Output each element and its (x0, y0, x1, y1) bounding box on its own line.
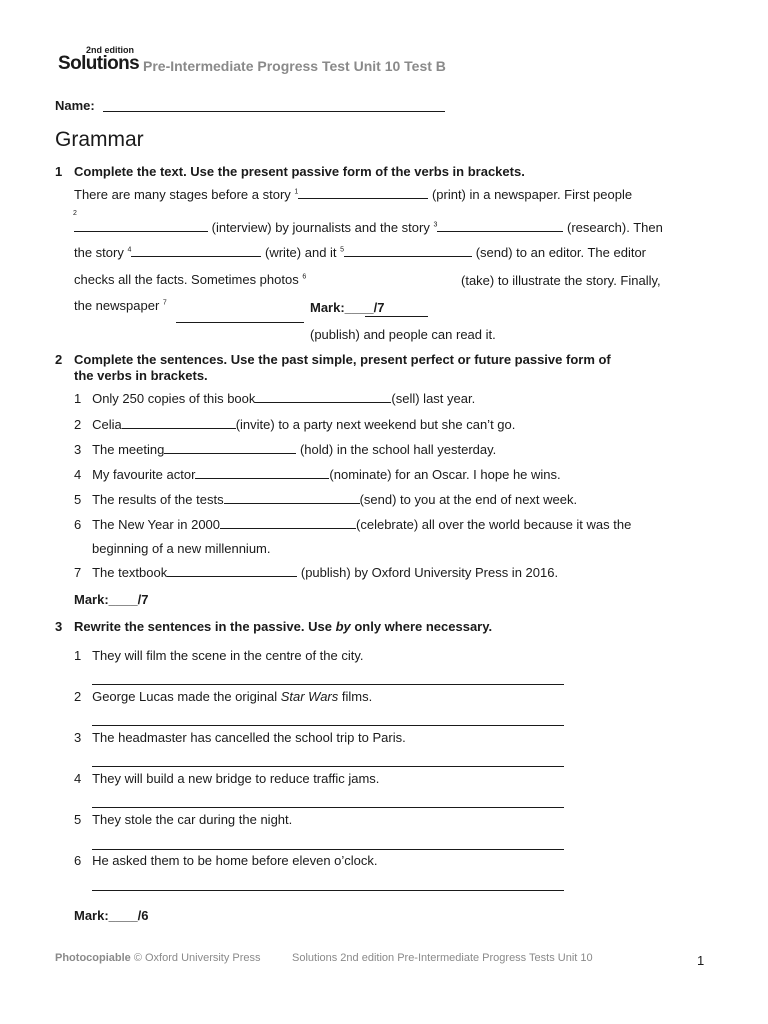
answer-blank[interactable] (74, 220, 208, 232)
exercise-number: 1 (55, 164, 63, 179)
list-item: 5 The results of the tests (send) to you at the end of next week. (74, 492, 578, 507)
name-label: Name: (55, 98, 95, 113)
answer-line[interactable] (92, 725, 564, 726)
list-item: 3 The headmaster has cancelled the school trip to Paris. (74, 730, 406, 745)
answer-blank[interactable] (195, 467, 329, 479)
page-header-title: Pre-Intermediate Progress Test Unit 10 Test B (143, 58, 446, 74)
list-item: 4 They will build a new bridge to reduce traffic jams. (74, 771, 380, 786)
list-item-continuation: beginning of a new millennium. (92, 541, 271, 556)
list-item: 3 The meeting (hold) in the school hall yesterday. (74, 442, 497, 457)
ex1-line: the newspaper $^7$ (74, 298, 167, 313)
answer-line[interactable] (92, 807, 564, 808)
answer-line[interactable] (92, 766, 564, 767)
ex1-line: (take) to illustrate the story. Finally, (461, 273, 661, 288)
answer-blank[interactable] (220, 517, 356, 529)
answer-blank[interactable] (176, 322, 304, 323)
answer-line[interactable] (92, 890, 564, 891)
footer-copyright: Photocopiable © Oxford University Press (55, 952, 261, 964)
answer-blank[interactable] (344, 245, 472, 257)
footer-series: Solutions 2nd edition Pre-Intermediate Progress Tests Unit 10 (292, 952, 593, 964)
answer-line[interactable] (92, 849, 564, 850)
list-item: 1 Only 250 copies of this book (sell) last year. (74, 391, 476, 406)
ex1-line: the story $^4$ (write) and it $^5$ (send) to an editor. The editor (74, 245, 647, 260)
footnote-marker: 2 (73, 210, 77, 217)
answer-blank[interactable] (131, 245, 261, 257)
list-item: 4 My favourite actor (nominate) for an Oscar. I hope he wins. (74, 467, 561, 482)
exercise-number: 3 (55, 619, 63, 634)
list-item: 5 They stole the car during the night. (74, 812, 293, 827)
answer-blank[interactable] (122, 417, 236, 429)
answer-blank[interactable] (437, 220, 563, 232)
list-item: 6 The New Year in 2000 (celebrate) all over the world because it was the (74, 517, 632, 532)
answer-blank[interactable] (365, 316, 428, 317)
list-item: 2 George Lucas made the original Star Wars films. (74, 689, 373, 704)
answer-blank[interactable] (167, 565, 297, 577)
exercise-instruction: Complete the text. Use the present passive form of the verbs in brackets. (74, 164, 525, 179)
section-title: Grammar (55, 128, 144, 151)
mark-box: Mark:____/7 (310, 300, 385, 315)
page-number: 1 (697, 953, 705, 968)
ex1-line: There are many stages before a story $^1$ (print) in a newspaper. First people (74, 187, 633, 202)
name-field[interactable] (103, 111, 445, 112)
mark-box: Mark:____/6 (74, 908, 149, 923)
list-item: 6 He asked them to be home before eleven o’clock. (74, 853, 378, 868)
list-item: 1 They will film the scene in the centre of the city. (74, 648, 364, 663)
ex1-line: checks all the facts. Sometimes photos $^6$ (74, 272, 307, 287)
list-item: 2 Celia (invite) to a party next weekend but she can’t go. (74, 417, 516, 432)
answer-blank[interactable] (164, 442, 296, 454)
list-item: 7 The textbook (publish) by Oxford University Press in 2016. (74, 565, 559, 580)
mark-box: Mark:____/7 (74, 592, 149, 607)
brand-logo: Solutions (58, 53, 140, 74)
answer-line[interactable] (92, 684, 564, 685)
ex1-line: (publish) and people can read it. (310, 327, 496, 342)
ex1-line: (interview) by journalists and the story $^3$ (research). Then (74, 220, 663, 235)
answer-blank[interactable] (224, 492, 360, 504)
exercise-instruction: Rewrite the sentences in the passive. Use by only where necessary. (74, 619, 493, 634)
exercise-number: 2 (55, 352, 63, 367)
answer-blank[interactable] (298, 187, 428, 199)
exercise-instruction: Complete the sentences. Use the past simple, present perfect or future passive form of the verbs in brackets. (74, 352, 611, 383)
answer-blank[interactable] (255, 391, 391, 403)
edition-label: 2nd edition (86, 45, 134, 55)
